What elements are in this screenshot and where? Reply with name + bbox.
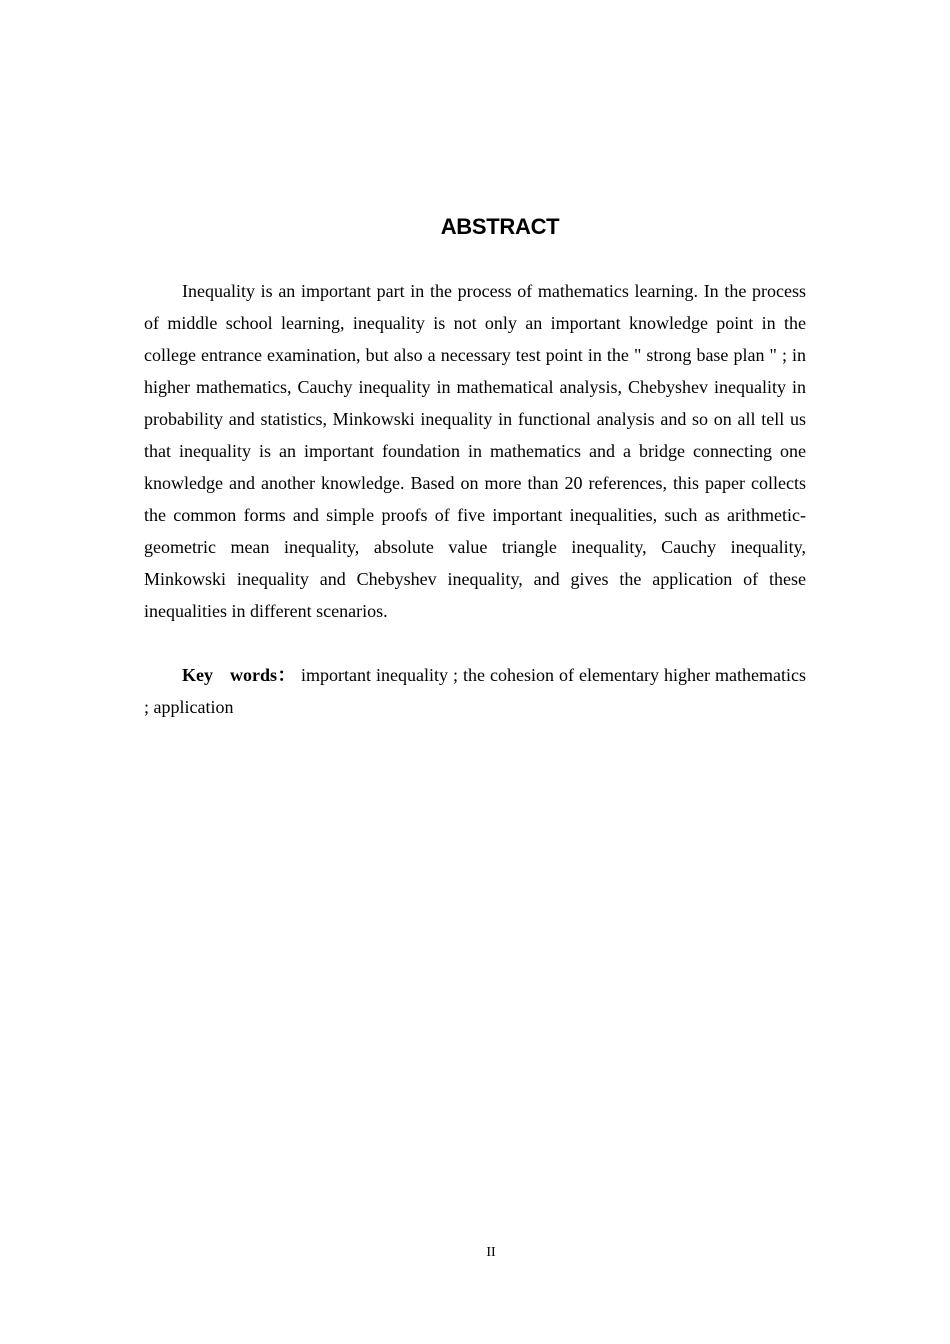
keywords-text: important inequality ; the cohesion of elementary higher mathematics ; application (144, 665, 806, 717)
page-title: ABSTRACT (440, 214, 560, 239)
keywords-label: Key words： (182, 665, 297, 685)
keywords-paragraph (144, 659, 806, 723)
page-number: II (486, 1245, 496, 1260)
abstract-paragraph: Inequality is an important part in the process of mathematics learning. In the process of middle school learning, inequality is not only an important knowledge point in the college entrance examination, but also a necessary test point in the " strong base plan " ; in higher mathematics, Cauchy inequality in mathematical analysis, Chebyshev inequality in probability and statistics, Minkowski inequality in functional analysis and so on all tell us that inequality is an important foundation in mathematics and a bridge connecting one knowledge and another knowledge. Based on more than 20 references, this paper collects the common forms and simple proofs of five important inequalities, such as arithmetic-geometric mean inequality, absolute value triangle inequality, Cauchy inequality, Minkowski inequality and Chebyshev inequality, and gives the application of these inequalities in different scenarios. (144, 281, 806, 621)
